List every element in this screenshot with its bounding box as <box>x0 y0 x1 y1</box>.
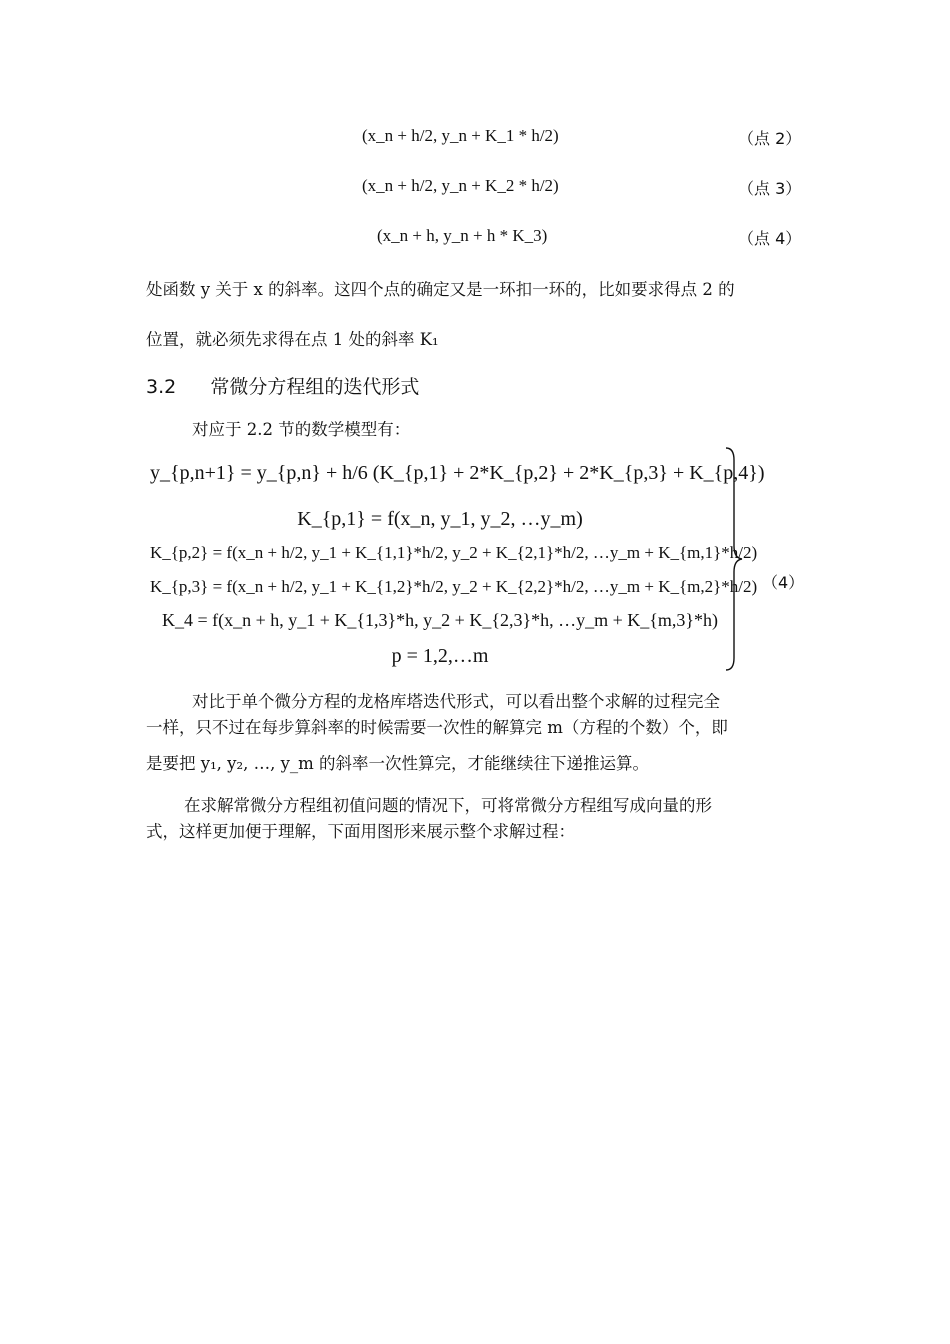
system-line-3: K_{p,2} = f(x_n + h/2, y_1 + K_{1,1}*h/2, y_2 + K_{2,1}*h/2, …y_m + K_{m,1}*h/2) <box>150 543 758 562</box>
system-line-4: K_{p,3} = f(x_n + h/2, y_1 + K_{1,2}*h/2, y_2 + K_{2,2}*h/2, …y_m + K_{m,2}*h/2) <box>150 577 758 596</box>
system-line-1: y_{p,n+1} = y_{p,n} + h/6 (K_{p,1} + 2*K_{p,2} + 2*K_{p,3} + K_{p,4}) <box>150 462 765 484</box>
section-number: 3.2 <box>146 376 177 398</box>
paragraph-slope-line-1: 处函数 y 关于 x 的斜率。这四个点的确定又是一环扣一环的，比如要求得点 2 的 <box>146 280 735 299</box>
system-equation-number: （4） <box>762 573 805 592</box>
section-title: 常微分方程组的迭代形式 <box>210 376 420 398</box>
intro-text: 对应于 2.2 节的数学模型有： <box>192 420 411 439</box>
equation-point-3: (x_n + h/2, y_n + K_2 * h/2) <box>362 176 559 195</box>
paragraph-vector-line-2: 式，这样更加便于理解，下面用图形来展示整个求解过程： <box>146 822 575 841</box>
paragraph-compare-line-2: 一样，只不过在每步算斜率的时候需要一次性的解算完 m（方程的个数）个，即 <box>146 718 728 737</box>
equation-point-2: (x_n + h/2, y_n + K_1 * h/2) <box>362 126 559 145</box>
system-line-6: p = 1,2,…m <box>391 645 489 667</box>
equation-tag-point-2: （点 2） <box>738 129 802 148</box>
paragraph-vector-line-1: 在求解常微分方程组初值问题的情况下，可将常微分方程组写成向量的形 <box>184 796 712 815</box>
system-right-brace <box>722 446 746 672</box>
paragraph-compare-line-3: 是要把 y₁, y₂, …, y_m 的斜率一次性算完，才能继续往下递推运算。 <box>146 754 650 773</box>
section-heading <box>146 372 419 399</box>
equation-tag-point-3: （点 3） <box>738 179 802 198</box>
paragraph-slope-line-2: 位置，就必须先求得在点 1 处的斜率 K₁ <box>146 330 439 349</box>
system-line-5: K_4 = f(x_n + h, y_1 + K_{1,3}*h, y_2 + K_{2,3}*h, …y_m + K_{m,3}*h) <box>161 610 719 630</box>
equation-point-4: (x_n + h, y_n + h * K_3) <box>377 226 548 245</box>
equation-tag-point-4: （点 4） <box>738 229 802 248</box>
system-line-2: K_{p,1} = f(x_n, y_1, y_2, …y_m) <box>297 508 583 530</box>
paragraph-compare-line-1: 对比于单个微分方程的龙格库塔迭代形式，可以看出整个求解的过程完全 <box>192 692 720 711</box>
